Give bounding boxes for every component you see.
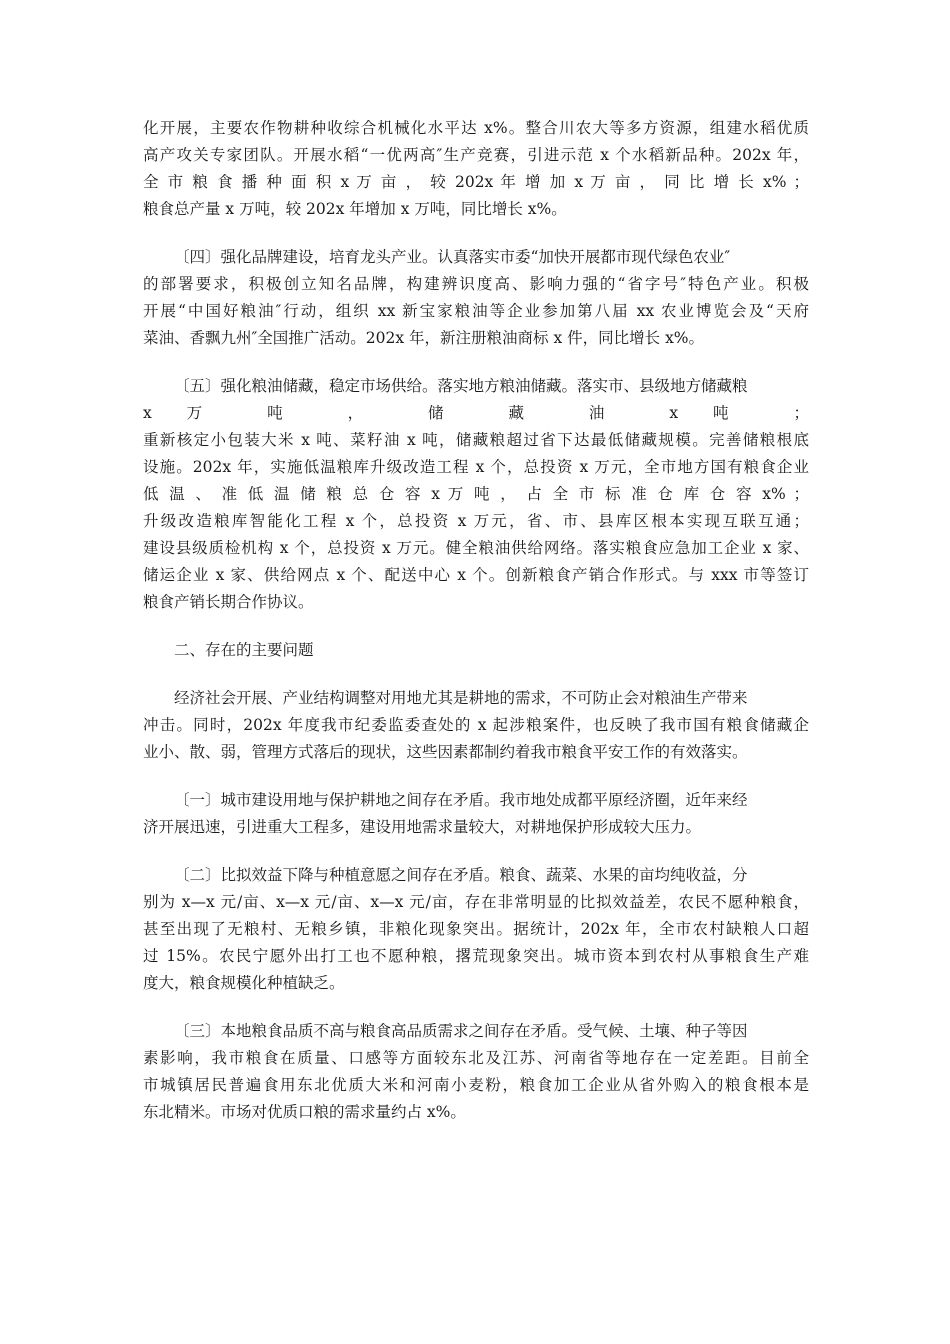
text-line: 的部署要求，积极创立知名品牌，构建辨识度高、影响力强的“省字号″特色产业。积极 — [143, 275, 809, 293]
text-line: 〔五〕强化粮油储藏，稳定市场供给。落实地方粮油储藏。落实市、县级地方储藏粮 — [174, 377, 748, 395]
text-line: 度大，粮食规模化种植缺乏。 — [143, 974, 345, 992]
text-line: 化开展，主要农作物耕种收综合机械化水平达 x%。整合川农大等多方资源，组建水稻优质 — [143, 119, 809, 137]
text-line: 粮食产销长期合作协议。 — [143, 593, 314, 611]
text-line: x 万 吨 ， 储 藏 油 x 吨 ； — [143, 404, 809, 422]
text-line: 〔二〕比拟效益下降与种植意愿之间存在矛盾。粮食、蔬菜、水果的亩均纯收益，分 — [174, 866, 748, 884]
text-line: 粮食总产量 x 万吨，较 202x 年增加 x 万吨，同比增长 x%。 — [143, 200, 567, 218]
text-line: 〔一〕城市建设用地与保护耕地之间存在矛盾。我市地处成都平原经济圈，近年来经 — [174, 791, 748, 809]
paragraph — [143, 862, 809, 997]
text-line: 过 15%。农民宁愿外出打工也不愿种粮，撂荒现象突出。城市资本到农村从事粮食生产难 — [143, 947, 809, 965]
text-line: 重新核定小包装大米 x 吨、菜籽油 x 吨，储藏粮超过省下达最低储藏规模。完善储粮根底 — [143, 431, 809, 449]
text-line: 全 市 粮 食 播 种 面 积 x 万 亩 ， 较 202x 年 增 加 x 万 亩 ， 同 比 增 长 x% ； — [143, 173, 809, 191]
text-line: 建设县级质检机构 x 个，总投资 x 万元。健全粮油供给网络。落实粮食应急加工企业 x 家、 — [143, 539, 809, 557]
text-line: 业小、散、弱，管理方式落后的现状，这些因素都制约着我市粮食平安工作的有效落实。 — [143, 743, 748, 761]
text-line: 储运企业 x 家、供给网点 x 个、配送中心 x 个。创新粮食产销合作形式。与 xxx 市等签订 — [143, 566, 809, 584]
paragraph — [143, 115, 809, 223]
section-heading — [143, 637, 809, 664]
text-line: 别为 x—x 元/亩、x—x 元/亩、x—x 元/亩，存在非常明显的比拟效益差，农民不愿种粮食， — [143, 893, 809, 911]
paragraph — [143, 244, 809, 352]
text-line: 素影响，我市粮食在质量、口感等方面较东北及江苏、河南省等地存在一定差距。目前全 — [143, 1049, 809, 1067]
text-line: 甚至出现了无粮村、无粮乡镇，非粮化现象突出。据统计，202x 年，全市农村缺粮人口超 — [143, 920, 809, 938]
text-line: 开展“中国好粮油″行动，组织 xx 新宝家粮油等企业参加第八届 xx 农业博览会及“天府 — [143, 302, 809, 320]
text-line: 低 温 、 准 低 温 储 粮 总 仓 容 x 万 吨 ， 占 全 市 标 准 仓 库 仓 容 x% ； — [143, 485, 809, 503]
text-line: 〔三〕本地粮食品质不高与粮食高品质需求之间存在矛盾。受气候、土壤、种子等因 — [174, 1022, 748, 1040]
text-line: 经济社会开展、产业结构调整对用地尤其是耕地的需求，不可防止会对粮油生产带来 — [174, 689, 748, 707]
text-line: 高产攻关专家团队。开展水稻“一优两高″生产竞赛，引进示范 x 个水稻新品种。202x 年， — [143, 146, 809, 164]
paragraph — [143, 685, 809, 766]
paragraph — [143, 787, 809, 841]
paragraph — [143, 373, 809, 616]
text-line: 市城镇居民普遍食用东北优质大米和河南小麦粉，粮食加工企业从省外购入的粮食根本是 — [143, 1076, 809, 1094]
document-body — [143, 115, 809, 1126]
text-line: 东北精米。市场对优质口粮的需求量约占 x%。 — [143, 1103, 466, 1121]
text-line: 设施。202x 年，实施低温粮库升级改造工程 x 个，总投资 x 万元，全市地方国有粮食企业 — [143, 458, 809, 476]
text-line: 济开展迅速，引进重大工程多，建设用地需求量较大，对耕地保护形成较大压力。 — [143, 818, 702, 836]
paragraph — [143, 1018, 809, 1126]
text-line: 菜油、香飘九州″全国推广活动。202x 年，新注册粮油商标 x 件，同比增长 x%。 — [143, 329, 705, 347]
text-line: 〔四〕强化品牌建设，培育龙头产业。认真落实市委“加快开展都市现代绿色农业″ — [174, 248, 731, 266]
text-line: 二、存在的主要问题 — [174, 641, 314, 659]
text-line: 冲击。同时，202x 年度我市纪委监委查处的 x 起涉粮案件，也反映了我市国有粮食储藏企 — [143, 716, 809, 734]
text-line: 升级改造粮库智能化工程 x 个，总投资 x 万元，省、市、县库区根本实现互联互通； — [143, 512, 809, 530]
